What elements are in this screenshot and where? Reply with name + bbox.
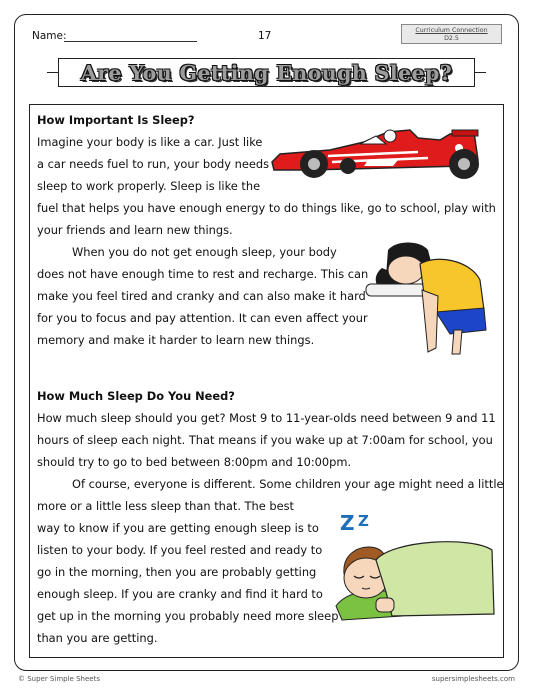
curriculum-connection-box (401, 24, 502, 44)
copyright-footer: © Super Simple Sheets (18, 675, 100, 683)
svg-text:Z: Z (340, 511, 355, 535)
section-heading-amount: How Much Sleep Do You Need? (37, 389, 235, 403)
svg-text:Z: Z (358, 512, 369, 530)
paragraph-line: listen to your body. If you feel rested and ready to (37, 543, 323, 557)
paragraph-line: hours of sleep each night. That means if you wake up at 7:00am for school, you (37, 433, 493, 447)
name-label: Name: (32, 30, 67, 42)
paragraph-line: fuel that helps you have enough energy to do things like, go to school, play with (37, 201, 496, 215)
paragraph-line: sleep to work properly. Sleep is like the (37, 179, 261, 193)
paragraph-line: for you to focus and pay attention. It can even affect your (37, 311, 368, 325)
paragraph-line: does not have enough time to rest and recharge. This can (37, 267, 369, 281)
page-title: Are You Getting Enough Sleep? (80, 60, 453, 85)
sleeping-child-icon (332, 532, 498, 624)
paragraph-line: How much sleep should you get? Most 9 to 11-year-olds need between 9 and 11 (37, 411, 496, 425)
paragraph-line: a car needs fuel to run, your body needs (37, 157, 270, 171)
paragraph-line: go in the morning, then you are probably getting (37, 565, 317, 579)
tired-child-icon (362, 238, 490, 356)
paragraph-line: should try to go to bed between 8:00pm and 10:00pm. (37, 455, 352, 469)
paragraph-line: memory and make it harder to learn new things. (37, 333, 315, 347)
paragraph-line: Imagine your body is like a car. Just like (37, 135, 263, 149)
curriculum-code: D2.5 (444, 35, 459, 42)
paragraph-line: than you are getting. (37, 631, 158, 645)
paragraph-line: your friends and learn new things. (37, 223, 233, 237)
paragraph-line: enough sleep. If you are cranky and find it hard to (37, 587, 323, 601)
title-rule-right (474, 72, 486, 73)
race-car-icon (268, 120, 492, 186)
paragraph-line: more or a little less sleep than that. The best (37, 499, 295, 513)
paragraph-line: make you feel tired and cranky and can also make it hard (37, 289, 366, 303)
paragraph-line: get up in the morning you probably need more sleep (37, 609, 339, 623)
title-banner (58, 58, 475, 87)
page-number: 17 (258, 30, 272, 42)
name-field[interactable] (64, 41, 197, 42)
paragraph-line: Of course, everyone is different. Some children your age might need a little (72, 477, 504, 491)
paragraph-line: When you do not get enough sleep, your body (72, 245, 337, 259)
website-footer: supersimplesheets.com (431, 675, 515, 683)
paragraph-line: way to know if you are getting enough sleep is to (37, 521, 319, 535)
curriculum-title: Curriculum Connection (415, 27, 488, 34)
section-heading-importance: How Important Is Sleep? (37, 113, 195, 127)
